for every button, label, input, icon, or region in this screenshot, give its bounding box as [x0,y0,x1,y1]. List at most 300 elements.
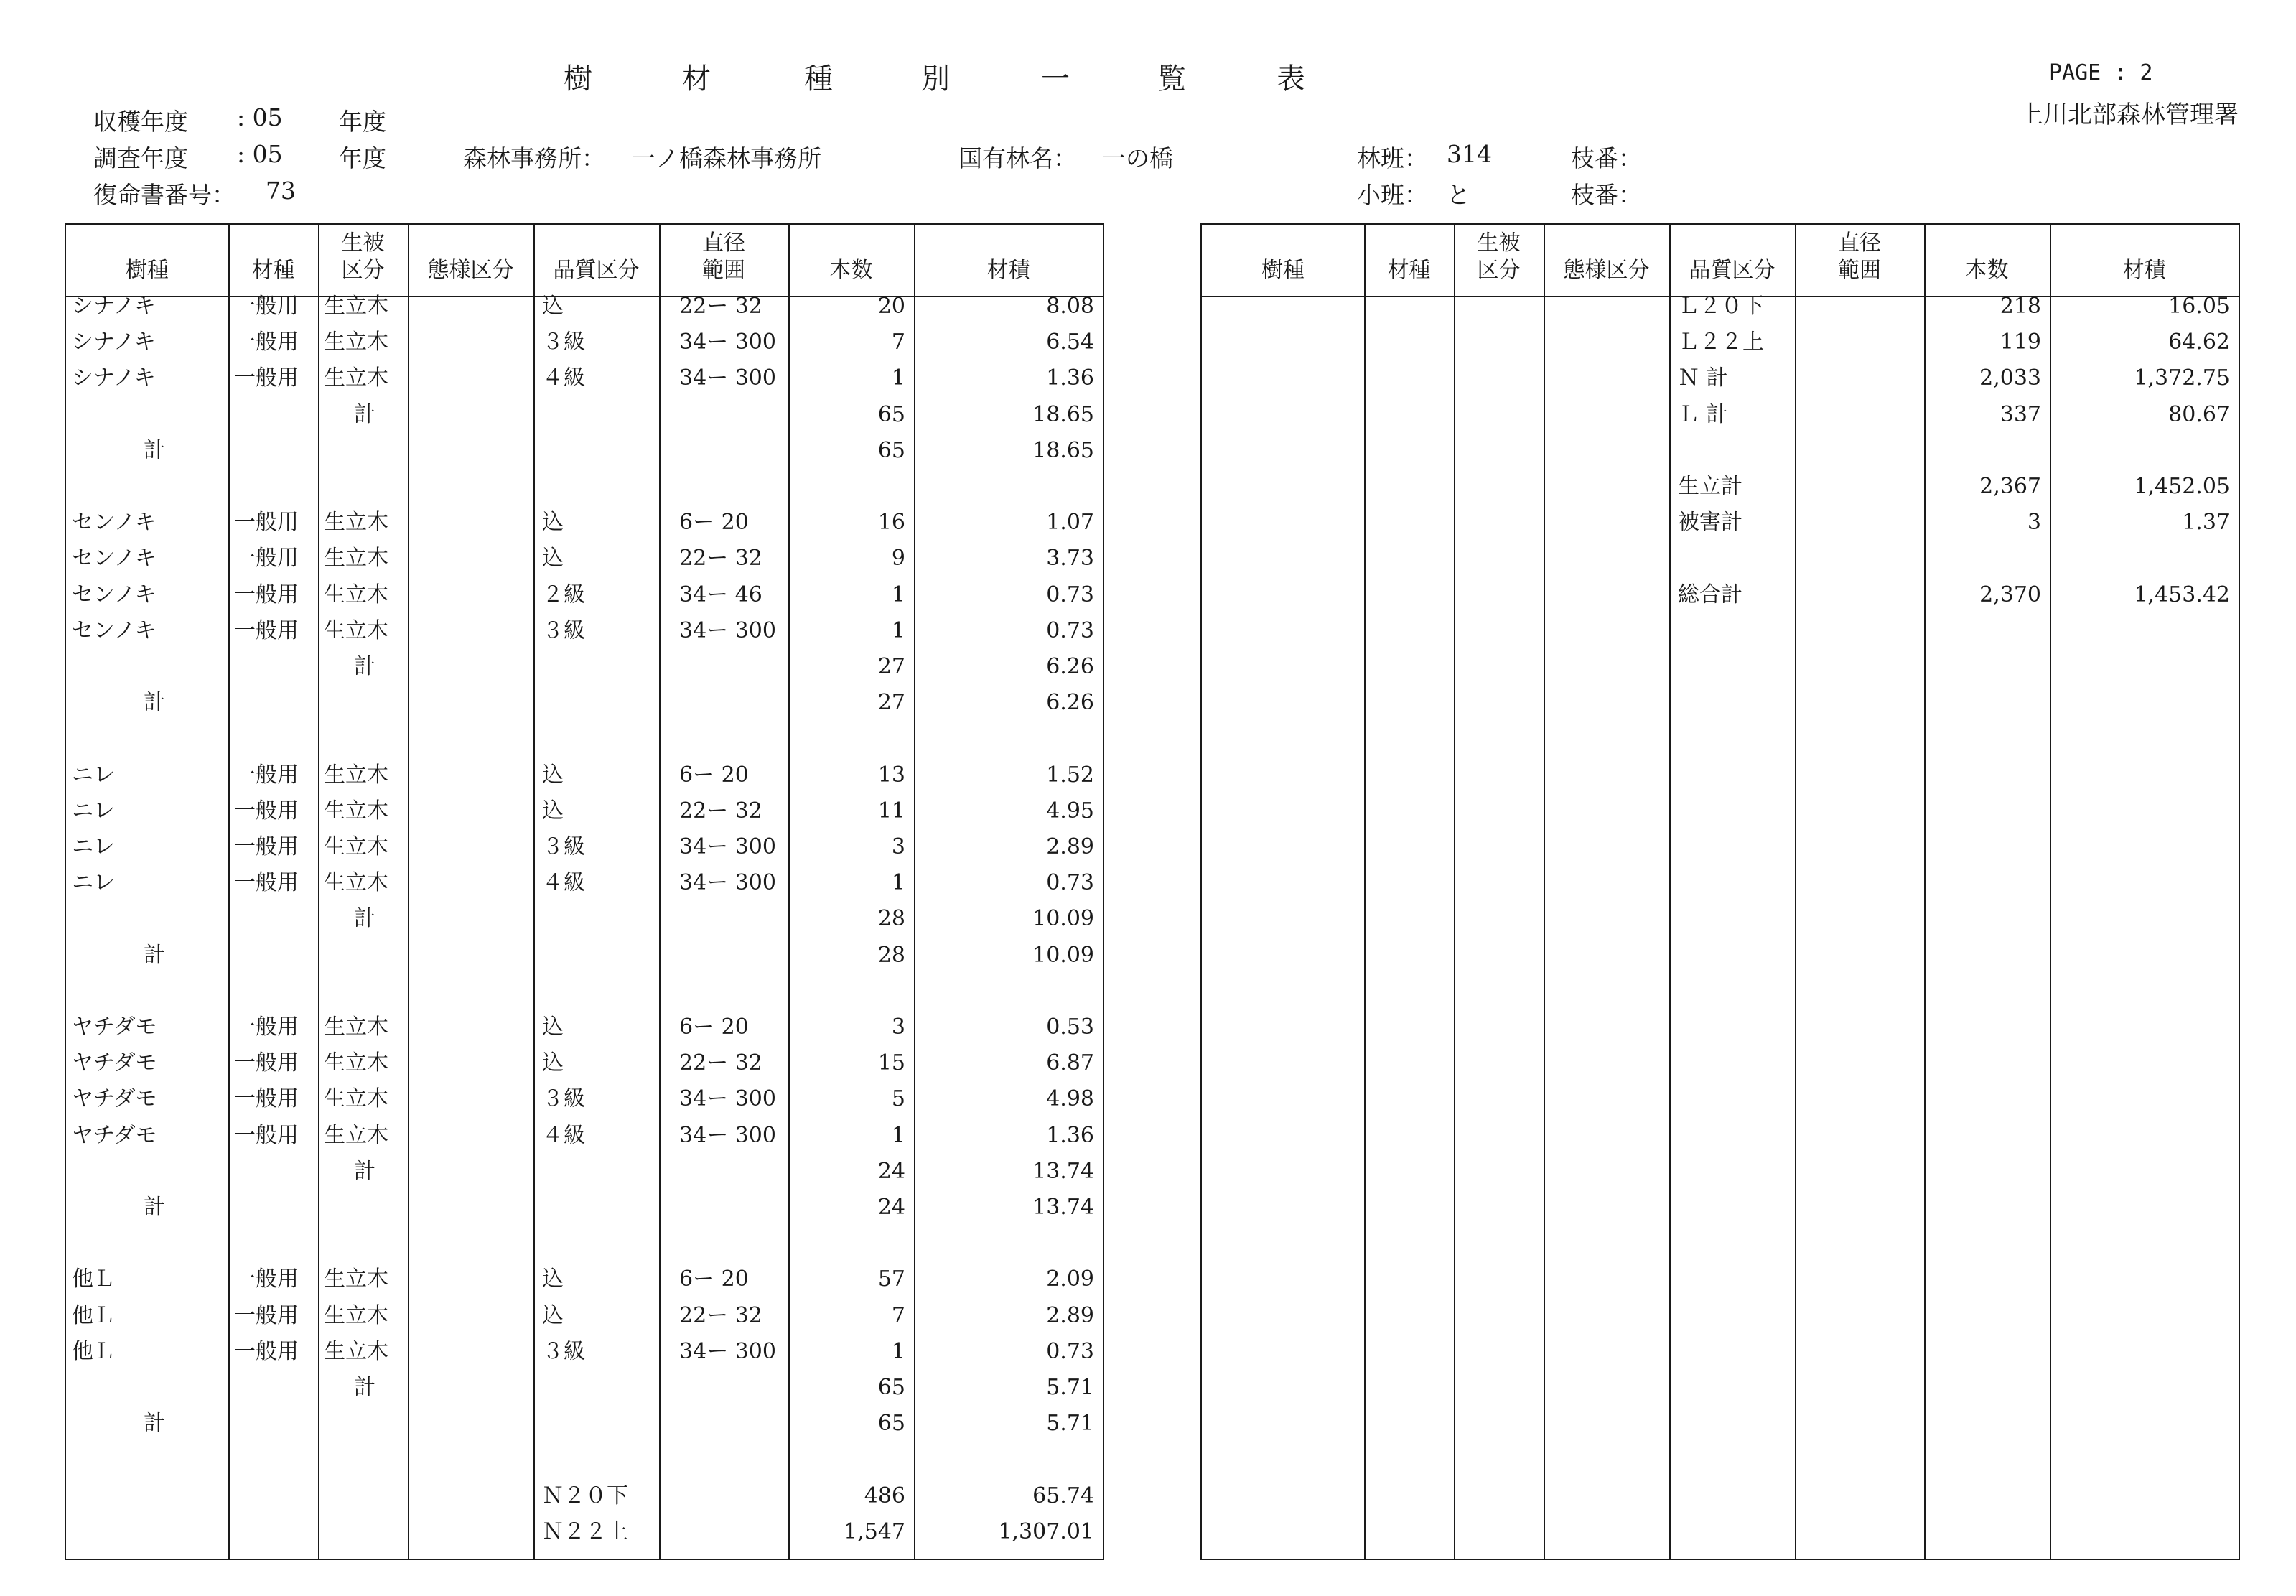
cell-count: 13 [877,762,905,788]
col-header-dia-1: 直径 [702,230,745,256]
cell-form [414,1478,533,1514]
cell-count: 27 [877,654,905,679]
table-row [66,757,1103,793]
cell-count: 9 [891,546,905,571]
cell-dia: 22ー 32 [679,1302,762,1328]
cell-material [234,1226,318,1261]
cell-count: 1 [891,365,905,391]
cell-status: 生立木 [324,1302,388,1328]
cell-species: 他Ｌ [72,1266,115,1292]
cell-form [414,1334,533,1370]
cell-form [414,1081,533,1117]
table-row [1202,289,2239,325]
cell-dia [679,433,788,469]
cell-volume: 6.26 [1046,690,1094,716]
cell-status: 生立木 [324,617,388,643]
table-row [1202,433,2239,469]
title-char: 表 [1277,62,1305,95]
cell-volume: 2.09 [1046,1266,1094,1292]
cell-quality: 込 [542,294,564,319]
cell-status [324,974,408,1009]
cell-form [414,397,533,433]
cell-species: シナノキ [72,365,156,391]
cell-dia [679,1226,788,1261]
cell-species [72,1226,225,1261]
cell-count: 11 [877,798,905,823]
cell-material [234,469,318,505]
cell-count: 3 [891,1014,905,1040]
cell-species [1208,360,1361,396]
col-header-material: 材種 [1387,258,1431,283]
cell-status: 生立木 [324,1086,388,1112]
table-row [66,901,1103,937]
cell-species [72,1514,225,1550]
cell-status [1460,505,1544,541]
cell-volume: 8.08 [1046,294,1094,319]
harvest-year-value: : 05 [237,103,283,131]
cell-volume: 64.62 [2168,330,2230,355]
table-row [1202,505,2239,541]
cell-status: 計 [354,1158,375,1184]
cell-dia [679,938,788,974]
cell-form [414,1154,533,1190]
cell-material [1370,433,1454,469]
table-row [66,1370,1103,1406]
cell-species [72,974,225,1009]
col-header-status-1: 生被 [1477,230,1521,256]
table-row [1202,325,2239,360]
cell-quality: Ｎ 計 [1678,365,1728,391]
cell-count [788,974,905,1009]
table-row [66,577,1103,613]
cell-dia [679,685,788,721]
cell-dia: 34ー 300 [679,1338,776,1364]
cell-dia: 6ー 20 [679,1266,749,1292]
title-char: 一 [1041,62,1070,95]
cell-volume: 2.89 [1046,834,1094,859]
table-row [66,1154,1103,1190]
cell-quality: ４級 [542,870,585,896]
cell-status [324,685,408,721]
cell-dia [679,1442,788,1478]
cell-volume: 1.07 [1046,510,1094,536]
cell-material: 一般用 [234,1050,299,1076]
cell-species [1208,577,1361,613]
cell-status: 生立木 [324,798,388,823]
cell-species [72,1478,225,1514]
cell-dia [1815,577,1924,613]
cell-volume: 13.74 [1032,1158,1094,1184]
cell-volume [914,1226,1094,1261]
cell-status [1460,541,1544,577]
cell-quality: 込 [542,762,564,788]
cell-status [1460,325,1544,360]
table-row [66,649,1103,685]
cell-dia: 34ー 300 [679,617,776,643]
cell-species [72,901,225,937]
table-row [66,938,1103,974]
cell-material [1370,577,1454,613]
table-row [66,1045,1103,1081]
cell-dia [1815,325,1924,360]
cell-status [1460,289,1544,325]
cell-volume: 6.54 [1046,330,1094,355]
cell-form [414,289,533,325]
cell-count: 65 [877,437,905,463]
table-row [66,289,1103,325]
table-row [66,1226,1103,1261]
title-char: 覧 [1157,62,1186,95]
cell-quality: Ｌ 計 [1678,401,1728,427]
cell-form [414,938,533,974]
cell-count [788,721,905,757]
cell-volume: 0.73 [1046,870,1094,896]
cell-count: 2,033 [1979,365,2041,391]
cell-material: 一般用 [234,798,299,823]
cell-material [234,685,318,721]
col-header-count: 本数 [829,258,873,283]
cell-material: 一般用 [234,582,299,607]
cell-status [324,433,408,469]
cell-dia [679,1154,788,1190]
col-header-dia-1: 直径 [1838,230,1881,256]
cell-form [414,1514,533,1550]
shohan-value: と [1447,181,1470,209]
cell-material: 一般用 [234,1302,299,1328]
cell-count: 1 [891,582,905,607]
cell-species: センノキ [72,510,157,536]
cell-dia [679,397,788,433]
table-row [66,793,1103,829]
cell-species [1208,541,1361,577]
cell-form [414,360,533,396]
cell-volume: 13.74 [1032,1195,1094,1220]
cell-material [1370,505,1454,541]
cell-volume: 2.89 [1046,1302,1094,1328]
cell-form [414,685,533,721]
cell-form [1549,505,1669,541]
rinpan-label: 林班： [1357,144,1428,172]
cell-volume [2050,433,2230,469]
cell-count: 65 [877,1375,905,1400]
title-char: 別 [921,62,950,95]
col-header-status-1: 生被 [341,230,385,256]
cell-material [234,1154,318,1190]
cell-volume: 4.98 [1046,1086,1094,1112]
cell-material: 一般用 [234,1338,299,1364]
cell-form [414,505,533,541]
cell-material [234,721,318,757]
table-row [66,1081,1103,1117]
cell-status: 計 [354,1375,375,1400]
cell-form [414,1442,533,1478]
title-char: 材 [682,62,711,95]
cell-form [414,865,533,901]
cell-status: 生立木 [324,330,388,355]
survey-year-unit: 年度 [339,144,386,172]
cell-volume: 5.71 [1046,1411,1094,1437]
cell-count: 65 [877,1411,905,1437]
col-header-form: 態様区分 [1563,258,1650,283]
cell-dia [679,974,788,1009]
cell-species: ヤチダモ [72,1086,157,1112]
col-header-status-2: 区分 [1477,258,1521,283]
cell-volume: 1,452.05 [2134,474,2230,499]
cell-quality [542,469,659,505]
national-forest-label: 国有林名： [958,144,1077,172]
cell-count: 7 [891,330,905,355]
eda-label-1: 枝番： [1571,144,1642,172]
cell-species [1208,397,1361,433]
cell-quality: Ｌ２０下 [1678,294,1764,319]
cell-species [1208,505,1361,541]
col-header-status-2: 区分 [341,258,385,283]
col-header-count: 本数 [1965,258,2009,283]
cell-dia [679,1514,788,1550]
cell-quality [542,1190,659,1226]
cell-quality [542,1370,659,1406]
cell-form [414,433,533,469]
cell-species [1208,469,1361,505]
table-row [66,1478,1103,1514]
cell-quality: 被害計 [1678,510,1742,536]
table-row [66,469,1103,505]
cell-species [72,397,225,433]
cell-status: 生立木 [324,1338,388,1364]
cell-volume: 1.52 [1046,762,1094,788]
table-row [1202,541,2239,577]
cell-material [234,1442,318,1478]
cell-status [324,1442,408,1478]
cell-quality [542,1154,659,1190]
cell-status: 生立木 [324,1050,388,1076]
cell-form [414,793,533,829]
cell-species: ニレ [72,870,115,896]
cell-form [1549,433,1669,469]
cell-species: ヤチダモ [72,1122,157,1148]
cell-quality [542,1226,659,1261]
cell-material: 一般用 [234,330,299,355]
table-row [66,974,1103,1009]
cell-material [1370,541,1454,577]
cell-count: 3 [2027,510,2041,536]
cell-volume: 1,372.75 [2134,365,2230,391]
cell-count [788,469,905,505]
cell-species: 他Ｌ [72,1338,115,1364]
cell-dia [1815,469,1924,505]
cell-volume: 10.09 [1032,906,1094,932]
cell-material: 一般用 [234,1086,299,1112]
cell-material [1370,360,1454,396]
table-row [66,1442,1103,1478]
cell-species [72,1370,225,1406]
cell-volume [2050,541,2230,577]
cell-volume: 0.53 [1046,1014,1094,1040]
fukumei-label: 復命書番号： [93,181,235,209]
table-row [1202,397,2239,433]
table-row [66,721,1103,757]
cell-quality: 込 [542,546,564,571]
cell-form [1549,397,1669,433]
col-header-volume: 材積 [986,258,1030,283]
cell-quality: 込 [542,798,564,823]
cell-count: 119 [1999,330,2041,355]
table-row [66,325,1103,360]
cell-species [1208,325,1361,360]
cell-volume [914,1442,1094,1478]
cell-form [1549,541,1669,577]
cell-dia: 34ー 300 [679,870,776,896]
cell-species: 計 [144,1195,165,1220]
cell-material: 一般用 [234,617,299,643]
cell-status [324,469,408,505]
cell-quality: ３級 [542,1086,585,1112]
cell-form [1549,325,1669,360]
cell-dia [1815,541,1924,577]
cell-dia: 6ー 20 [679,1014,749,1040]
cell-volume: 5.71 [1046,1375,1094,1400]
col-header-material: 材種 [251,258,295,283]
cell-material [234,1514,318,1550]
cell-species [1208,289,1361,325]
table-row [66,1118,1103,1154]
cell-material: 一般用 [234,294,299,319]
cell-dia [1815,397,1924,433]
cell-material [234,974,318,1009]
cell-quality: ３級 [542,1338,585,1364]
cell-status: 生立木 [324,1266,388,1292]
cell-material [1370,289,1454,325]
cell-form [414,901,533,937]
table-row [66,1334,1103,1370]
table-row [66,829,1103,865]
cell-material [234,1406,318,1442]
cell-species: センノキ [72,546,157,571]
cell-status: 計 [354,906,375,932]
cell-count: 65 [877,401,905,427]
survey-year-label: 調査年度 [93,144,188,172]
cell-volume: 1,453.42 [2134,582,2230,607]
col-header-form: 態様区分 [427,258,514,283]
cell-form [414,721,533,757]
cell-count: 3 [891,834,905,859]
cell-species [72,721,225,757]
cell-species: ヤチダモ [72,1050,157,1076]
page-number: PAGE : 2 [2049,60,2153,85]
cell-material: 一般用 [234,510,299,536]
cell-volume: 0.73 [1046,1338,1094,1364]
cell-material: 一般用 [234,834,299,859]
cell-form [414,1045,533,1081]
table-row [1202,577,2239,613]
cell-count: 5 [891,1086,905,1112]
cell-form [414,469,533,505]
cell-material: 一般用 [234,870,299,896]
cell-status: 生立木 [324,365,388,391]
cell-status [1460,397,1544,433]
cell-count: 7 [891,1302,905,1328]
table-row [1202,360,2239,396]
cell-species: 計 [144,1411,165,1437]
cell-material: 一般用 [234,546,299,571]
cell-form [414,1226,533,1261]
cell-quality [542,433,659,469]
cell-quality [542,397,659,433]
cell-form [1549,469,1669,505]
title-char: 樹 [564,62,592,95]
cell-volume: 65.74 [1032,1483,1094,1508]
cell-volume [914,974,1094,1009]
cell-count: 218 [1999,294,2041,319]
cell-count: 1 [891,870,905,896]
table-row [1202,469,2239,505]
cell-form [414,1261,533,1297]
cell-volume: 18.65 [1032,437,1094,463]
cell-volume: 6.26 [1046,654,1094,679]
cell-count: 28 [877,906,905,932]
cell-volume: 80.67 [2168,401,2230,427]
cell-dia [679,469,788,505]
cell-material [234,1190,318,1226]
cell-quality: 生立計 [1678,474,1742,499]
cell-species: 計 [144,942,165,968]
table-row [66,865,1103,901]
cell-count: 2,370 [1979,582,2041,607]
cell-form [414,1406,533,1442]
cell-material: 一般用 [234,762,299,788]
table-row [66,397,1103,433]
cell-volume: 1.36 [1046,1122,1094,1148]
cell-volume: 4.95 [1046,798,1094,823]
cell-material: 一般用 [234,365,299,391]
table-row [66,1406,1103,1442]
cell-dia [1815,433,1924,469]
cell-count: 27 [877,690,905,716]
cell-quality [542,1442,659,1478]
cell-status [1460,577,1544,613]
cell-material [234,649,318,685]
cell-quality: Ｎ２２上 [542,1518,628,1544]
cell-quality: 込 [542,1302,564,1328]
cell-dia: 34ー 300 [679,834,776,859]
cell-species [1208,433,1361,469]
cell-count: 20 [877,294,905,319]
cell-dia: 6ー 20 [679,762,749,788]
forest-office-label: 森林事務所： [463,144,605,172]
cell-dia: 22ー 32 [679,798,762,823]
shohan-label: 小班： [1357,181,1428,209]
cell-species: ニレ [72,762,115,788]
cell-quality [542,721,659,757]
cell-volume: 6.87 [1046,1050,1094,1076]
cell-species: ニレ [72,798,115,823]
cell-status [324,721,408,757]
cell-quality [542,974,659,1009]
cell-dia [679,1370,788,1406]
cell-quality: Ｎ２０下 [542,1483,628,1508]
cell-form [414,325,533,360]
cell-dia: 34ー 300 [679,1122,776,1148]
cell-quality: ３級 [542,834,585,859]
cell-species [72,1154,225,1190]
cell-material [234,1478,318,1514]
cell-material [234,1370,318,1406]
cell-status [1460,433,1544,469]
harvest-year-unit: 年度 [339,108,386,136]
cell-count: 16 [877,510,905,536]
table-row [66,613,1103,649]
cell-volume: 1.37 [2182,510,2230,536]
